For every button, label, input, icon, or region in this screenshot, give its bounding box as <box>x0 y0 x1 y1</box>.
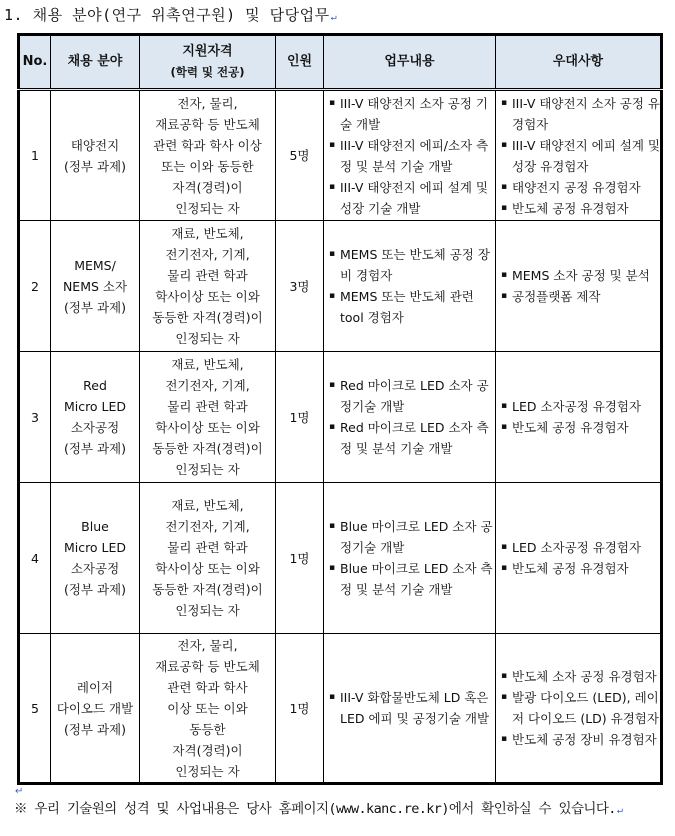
duty-item: ▪ Blue 마이크로 LED 소자 측정 및 분석 기술 개발 <box>328 558 495 600</box>
row-number: 2 <box>31 278 39 294</box>
qualification-line: 전기전자, 기계, <box>165 247 250 262</box>
qualification-line: 재료공학 등 반도체 <box>155 658 260 674</box>
recruitment-table <box>17 33 663 785</box>
qualification-line: 동등한 자격(경력)이 <box>152 441 263 456</box>
headcount-value: 1명 <box>289 700 310 716</box>
field-line: Micro LED <box>63 540 127 555</box>
field-line: MEMS/ <box>74 257 116 273</box>
row-number: 3 <box>31 409 39 425</box>
cell-qualification <box>140 352 276 483</box>
preference-list <box>500 265 660 307</box>
cell-duties <box>324 483 496 634</box>
header-field: 채용 분야 <box>51 35 140 90</box>
row-number: 4 <box>31 550 39 566</box>
cell-headcount <box>276 483 324 634</box>
header-preferences: 우대사항 <box>496 35 662 90</box>
preference-list <box>500 666 660 750</box>
cell-no <box>19 483 51 634</box>
field-line: NEMS 소자 <box>62 278 128 294</box>
qualification-line: 인정되는 자 <box>175 763 240 779</box>
cell-field <box>51 90 140 221</box>
headcount-value: 3명 <box>289 278 310 294</box>
duty-list <box>328 375 495 459</box>
field-line: Red <box>83 378 107 393</box>
field-line: (정부 과제) <box>63 158 127 174</box>
cell-duties <box>324 221 496 352</box>
cell-qualification <box>140 634 276 784</box>
cell-qualification <box>140 90 276 221</box>
row-number: 5 <box>31 700 39 716</box>
cell-preferences <box>496 221 662 352</box>
table-row <box>19 90 662 221</box>
cell-headcount <box>276 221 324 352</box>
qualification-line: 전기전자, 기계, <box>165 519 250 534</box>
headcount-value: 5명 <box>289 148 310 163</box>
cell-field <box>51 634 140 784</box>
duty-item: ▪ III-V 태양전지 소자 공정 기술 개발 <box>328 93 495 135</box>
qualification-line: 학사이상 또는 이와 <box>155 561 260 576</box>
qualification-line: 관련 학과 학사 <box>167 679 248 695</box>
section-title-text: 1. 채용 분야(연구 위촉연구원) 및 담당업무 <box>4 6 330 24</box>
preference-list <box>500 537 660 579</box>
duty-item: ▪ III-V 태양전지 에피/소자 측정 및 분석 기술 개발 <box>328 135 495 177</box>
field-line: Micro LED <box>63 399 127 414</box>
qualification-line: 또는 이와 동등한 <box>161 158 254 174</box>
qualification-line: 물리 관련 학과 <box>167 399 248 414</box>
duty-item: ▪ III-V 화합물반도체 LD 혹은 LED 에피 및 공정기술 개발 <box>328 687 495 729</box>
cell-qualification <box>140 483 276 634</box>
duty-item: ▪ MEMS 또는 반도체 공정 장비 경험자 <box>328 244 495 286</box>
preference-item: ▪ 반도체 공정 장비 유경험자 <box>500 729 660 750</box>
qualification-line: 물리 관련 학과 <box>167 268 248 283</box>
cell-headcount <box>276 634 324 784</box>
qualification-line: 학사이상 또는 이와 <box>155 420 260 435</box>
duty-item: ▪ Blue 마이크로 LED 소자 공정기술 개발 <box>328 516 495 558</box>
qualification-line: 전자, 물리, <box>177 95 238 111</box>
preference-item: ▪ MEMS 소자 공정 및 분석 <box>500 265 660 286</box>
preference-item: ▪ 반도체 공정 유경험자 <box>500 558 660 579</box>
duty-list <box>328 687 495 729</box>
qualification-line: 재료공학 등 반도체 <box>155 116 260 132</box>
field-line: 레이저 <box>76 679 114 695</box>
section-title <box>4 4 337 25</box>
duty-list <box>328 244 495 328</box>
table-header-row <box>19 35 662 90</box>
cell-duties <box>324 90 496 221</box>
field-line: 태양전지 <box>70 137 120 153</box>
duty-item: ▪ Red 마이크로 LED 소자 공정기술 개발 <box>328 375 495 417</box>
preference-item: ▪ 반도체 소자 공정 유경험자 <box>500 666 660 687</box>
duty-list <box>328 93 495 219</box>
header-no: No. <box>19 35 51 90</box>
preference-item: ▪ 반도체 공정 유경험자 <box>500 417 660 438</box>
header-headcount: 인원 <box>276 35 324 90</box>
cell-headcount <box>276 90 324 221</box>
preference-item: ▪ LED 소자공정 유경험자 <box>500 396 660 417</box>
footnote <box>14 797 622 817</box>
cell-no <box>19 634 51 784</box>
preference-item: ▪ 태양전지 공정 유경험자 <box>500 177 660 198</box>
qualification-line: 전기전자, 기계, <box>165 378 250 393</box>
headcount-value: 1명 <box>289 409 310 425</box>
cell-duties <box>324 634 496 784</box>
header-duties: 업무내용 <box>324 35 496 90</box>
table-row <box>19 634 662 784</box>
cell-no <box>19 221 51 352</box>
cell-no <box>19 352 51 483</box>
preference-item: ▪ III-V 태양전지 에피 설계 및 성장 유경험자 <box>500 135 660 177</box>
qualification-line: 전자, 물리, <box>177 637 238 653</box>
field-line: 다이오드 개발 <box>56 700 134 716</box>
duty-item: ▪ III-V 태양전지 에피 설계 및 성장 기술 개발 <box>328 177 495 219</box>
preference-list <box>500 396 660 438</box>
duty-item: ▪ MEMS 또는 반도체 관련 tool 경험자 <box>328 286 495 328</box>
cell-preferences <box>496 90 662 221</box>
qualification-line: 학사이상 또는 이와 <box>155 289 260 304</box>
qualification-line: 인정되는 자 <box>175 462 240 477</box>
cell-qualification <box>140 221 276 352</box>
headcount-value: 1명 <box>289 550 310 566</box>
paragraph-mark-icon: ↵ <box>15 786 24 797</box>
duty-list <box>328 516 495 600</box>
cell-no <box>19 90 51 221</box>
field-line: 소자공정 <box>70 561 120 576</box>
cell-preferences <box>496 483 662 634</box>
cell-headcount <box>276 352 324 483</box>
qualification-line: 동등한 <box>189 721 226 737</box>
preference-list <box>500 93 660 219</box>
qualification-line: 동등한 자격(경력)이 <box>152 310 263 325</box>
duty-item: ▪ Red 마이크로 LED 소자 측정 및 분석 기술 개발 <box>328 417 495 459</box>
preference-item: ▪ 공정플랫폼 제작 <box>500 286 660 307</box>
field-line: 소자공정 <box>70 420 120 435</box>
qualification-line: 인정되는 자 <box>175 603 240 618</box>
header-qualification: 지원자격 (학력 및 전공) <box>140 35 276 90</box>
cell-field <box>51 352 140 483</box>
field-line: (정부 과제) <box>63 441 127 456</box>
qualification-line: 동등한 자격(경력)이 <box>152 582 263 597</box>
table-row <box>19 221 662 352</box>
cell-field <box>51 221 140 352</box>
table-row <box>19 352 662 483</box>
qualification-line: 인정되는 자 <box>175 200 240 216</box>
preference-item: ▪ 반도체 공정 유경험자 <box>500 198 660 219</box>
qualification-line: 재료, 반도체, <box>171 498 244 513</box>
field-line: (정부 과제) <box>63 299 127 315</box>
preference-item: ▪ 발광 다이오드 (LED), 레이저 다이오드 (LD) 유경험자 <box>500 687 660 729</box>
qualification-line: 자격(경력)이 <box>172 742 243 758</box>
field-line: Blue <box>81 519 109 534</box>
paragraph-mark-icon: ↵ <box>616 805 623 816</box>
cell-preferences <box>496 352 662 483</box>
preference-item: ▪ III-V 태양전지 소자 공정 유경험자 <box>500 93 660 135</box>
paragraph-mark-icon: ↵ <box>330 12 338 23</box>
field-line: (정부 과제) <box>63 721 127 737</box>
table-row <box>19 483 662 634</box>
cell-preferences <box>496 634 662 784</box>
qualification-line: 이상 또는 이와 <box>167 700 248 716</box>
preference-item: ▪ LED 소자공정 유경험자 <box>500 537 660 558</box>
footnote-text: ※ 우리 기술원의 성격 및 사업내용은 당사 홈페이지(www.kanc.re.kr)에서 확인하실 수 있습니다. <box>14 801 616 817</box>
field-line: (정부 과제) <box>63 582 127 597</box>
qualification-line: 인정되는 자 <box>175 331 240 346</box>
qualification-line: 재료, 반도체, <box>171 357 244 372</box>
qualification-line: 관련 학과 학사 이상 <box>153 137 262 153</box>
row-number: 1 <box>31 148 39 163</box>
cell-duties <box>324 352 496 483</box>
qualification-line: 물리 관련 학과 <box>167 540 248 555</box>
qualification-line: 재료, 반도체, <box>171 226 244 241</box>
cell-field <box>51 483 140 634</box>
qualification-line: 자격(경력)이 <box>172 179 243 195</box>
